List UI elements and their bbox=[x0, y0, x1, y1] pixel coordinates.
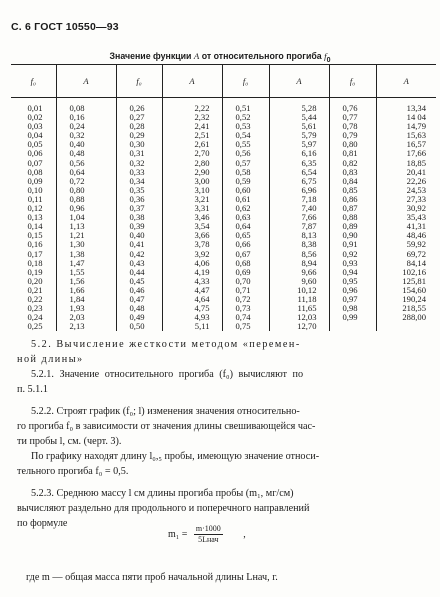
table-cell: 4,75 bbox=[162, 304, 222, 313]
table-cell: 5,28 bbox=[269, 104, 329, 113]
table-cell: 0,83 bbox=[329, 168, 376, 177]
table-cell: 0,80 bbox=[329, 140, 376, 149]
table-cell: 0,33 bbox=[116, 168, 162, 177]
table-cell: 0,03 bbox=[27, 121, 43, 132]
table-cell: 0,84 bbox=[329, 177, 376, 186]
table-cell: 5,11 bbox=[162, 322, 222, 331]
table-cell: 48,46 bbox=[376, 231, 436, 240]
table-cell: 0,60 bbox=[222, 186, 269, 195]
table-cell: 0,35 bbox=[116, 186, 162, 195]
table-cell: 15,63 bbox=[376, 131, 436, 140]
table-cell: 2,03 bbox=[56, 313, 116, 322]
table-cell: 1,84 bbox=[56, 295, 116, 304]
table-cell: 0,36 bbox=[116, 195, 162, 204]
table-cell: 11,65 bbox=[269, 304, 329, 313]
column-header: A bbox=[162, 65, 222, 98]
table-cell: 0,67 bbox=[222, 250, 269, 259]
table-cell: 0,40 bbox=[116, 231, 162, 240]
table-cell: 0,23 bbox=[27, 303, 43, 314]
table-cell: 0,30 bbox=[116, 140, 162, 149]
table-cell: 69,72 bbox=[376, 250, 436, 259]
table-cell: 0,16 bbox=[56, 113, 116, 122]
column-header: f₀ bbox=[116, 65, 162, 98]
table-cell: 0,75 bbox=[222, 322, 269, 331]
table-cell: 0,22 bbox=[27, 293, 43, 304]
table-cell: 0,25 bbox=[27, 321, 43, 332]
table-cell: 10,12 bbox=[269, 286, 329, 295]
table-cell: 0,08 bbox=[56, 104, 116, 113]
table-cell: 6,75 bbox=[269, 177, 329, 186]
table-cell: 0,77 bbox=[329, 113, 376, 122]
table-cell: 1,56 bbox=[56, 277, 116, 286]
table-cell: 0,41 bbox=[116, 240, 162, 249]
table-cell: 5,97 bbox=[269, 140, 329, 149]
table-cell: 1,47 bbox=[56, 259, 116, 268]
table-cell: 1,21 bbox=[56, 231, 116, 240]
table-cell: 2,13 bbox=[56, 322, 116, 331]
table-cell: 3,21 bbox=[162, 195, 222, 204]
section-5-2-heading-cont: ной длины» bbox=[17, 354, 84, 365]
table-cell: 14,79 bbox=[376, 122, 436, 131]
table-cell: 2,61 bbox=[162, 140, 222, 149]
table-cell: 6,35 bbox=[269, 159, 329, 168]
table-cell: 0,70 bbox=[222, 277, 269, 286]
table-cell: 30,92 bbox=[376, 204, 436, 213]
table-cell: 0,26 bbox=[116, 104, 162, 113]
caption-symbol-a: A bbox=[193, 51, 200, 61]
table-cell: 0,56 bbox=[222, 149, 269, 158]
table-cell: 0,71 bbox=[222, 286, 269, 295]
table-cell: 0,38 bbox=[116, 213, 162, 222]
column-header: f₀ bbox=[329, 65, 376, 98]
table-cell: 2,70 bbox=[162, 149, 222, 158]
table-cell: 0,86 bbox=[329, 195, 376, 204]
formula bbox=[168, 524, 246, 545]
table-cell: 0,17 bbox=[27, 248, 43, 259]
table-cell: 0,66 bbox=[222, 240, 269, 249]
table-cell: 0,08 bbox=[27, 166, 43, 177]
table-cell: 2,32 bbox=[162, 113, 222, 122]
table-cell: 0,18 bbox=[27, 257, 43, 268]
table-cell: 0,98 bbox=[329, 304, 376, 313]
table-cell: 0,52 bbox=[222, 113, 269, 122]
table-cell: 0,57 bbox=[222, 159, 269, 168]
table-cell: 0,04 bbox=[27, 130, 43, 141]
table-cell: 0,37 bbox=[116, 204, 162, 213]
table-cell: 0,12 bbox=[27, 203, 43, 214]
table-cell: 5,44 bbox=[269, 113, 329, 122]
table-cell: 0,92 bbox=[329, 250, 376, 259]
table-cell: 35,43 bbox=[376, 213, 436, 222]
table-cell: 9,66 bbox=[269, 268, 329, 277]
table-cell: 0,90 bbox=[329, 231, 376, 240]
table-cell bbox=[376, 322, 436, 331]
table-cell: 0,96 bbox=[329, 286, 376, 295]
table-cell: 0,72 bbox=[222, 295, 269, 304]
table-cell: 6,54 bbox=[269, 168, 329, 177]
table-cell: 1,55 bbox=[56, 268, 116, 277]
table-cell: 288,00 bbox=[376, 313, 436, 322]
table-cell: 2,80 bbox=[162, 159, 222, 168]
paragraph-5-2-3-line3: по формуле bbox=[17, 518, 68, 529]
table-cell: 3,92 bbox=[162, 250, 222, 259]
table-cell: 7,87 bbox=[269, 222, 329, 231]
table-cell: 0,50 bbox=[116, 322, 162, 331]
table-cell: 6,16 bbox=[269, 149, 329, 158]
table-cell: 0,82 bbox=[329, 159, 376, 168]
table-cell: 0,27 bbox=[116, 113, 162, 122]
table-cell: 0,59 bbox=[222, 177, 269, 186]
formula-numerator: m·1000 bbox=[195, 524, 221, 533]
table-cell: 218,55 bbox=[376, 304, 436, 313]
table-cell: 24,53 bbox=[376, 186, 436, 195]
table-cell: 0,69 bbox=[222, 268, 269, 277]
table-cell: 59,92 bbox=[376, 240, 436, 249]
table-cell: 9,60 bbox=[269, 277, 329, 286]
table-cell: 0,61 bbox=[222, 195, 269, 204]
column-header: A bbox=[56, 65, 116, 98]
table-cell: 154,60 bbox=[376, 286, 436, 295]
table-cell: 125,81 bbox=[376, 277, 436, 286]
table-cell: 16,57 bbox=[376, 140, 436, 149]
table-cell: 0,97 bbox=[329, 295, 376, 304]
table-cell: 0,72 bbox=[56, 177, 116, 186]
paragraph-5-2-1: 5.2.1. Значение относительного прогиба (f₀) вычисляют по bbox=[31, 369, 304, 380]
table-cell: 0,49 bbox=[116, 313, 162, 322]
table-cell: 0,32 bbox=[56, 131, 116, 140]
table-cell: 0,13 bbox=[27, 212, 43, 223]
table-cell: 0,10 bbox=[27, 184, 43, 195]
table-cell: 0,24 bbox=[56, 122, 116, 131]
table-cell: 3,78 bbox=[162, 240, 222, 249]
table-cell: 0,29 bbox=[116, 131, 162, 140]
table-cell: 84,14 bbox=[376, 259, 436, 268]
table-cell: 0,73 bbox=[222, 304, 269, 313]
table-cell: 20,41 bbox=[376, 168, 436, 177]
table-cell: 5,61 bbox=[269, 122, 329, 131]
values-table bbox=[11, 64, 436, 331]
table-cell: 0,55 bbox=[222, 140, 269, 149]
table-cell: 0,20 bbox=[27, 275, 43, 286]
table-cell: 13,34 bbox=[376, 104, 436, 113]
table-cell: 0,76 bbox=[329, 104, 376, 113]
paragraph-5-2-2: 5.2.2. Строят график (f₀; l) изменения значения относительно- bbox=[31, 406, 300, 417]
table-cell: 0,99 bbox=[329, 313, 376, 322]
table-cell: 0,42 bbox=[116, 250, 162, 259]
table-cell: 102,16 bbox=[376, 268, 436, 277]
table-cell: 4,19 bbox=[162, 268, 222, 277]
where-clause: где m — общая масса пяти проб начальной длины Lнач, г. bbox=[26, 572, 278, 583]
formula-denominator: 5Lнач bbox=[198, 535, 219, 544]
table-cell: 2,22 bbox=[162, 104, 222, 113]
table-cell: 0,96 bbox=[56, 204, 116, 213]
table-cell: 1,30 bbox=[56, 240, 116, 249]
table-cell: 0,01 bbox=[27, 103, 43, 113]
table-cell: 0,44 bbox=[116, 268, 162, 277]
formula-lhs: m₁ = bbox=[168, 528, 188, 540]
table-cell: 1,13 bbox=[56, 222, 116, 231]
table-cell: 3,10 bbox=[162, 186, 222, 195]
table-cell: 0,40 bbox=[56, 140, 116, 149]
table-cell: 0,81 bbox=[329, 149, 376, 158]
table-cell: 0,07 bbox=[27, 157, 43, 168]
formula-fraction bbox=[194, 524, 223, 545]
table-cell: 3,46 bbox=[162, 213, 222, 222]
paragraph-5-2-2-line3: ти пробы l, см. (черт. 3). bbox=[17, 436, 122, 447]
table-cell: 0,64 bbox=[222, 222, 269, 231]
table-cell: 0,09 bbox=[27, 175, 43, 186]
table-cell: 2,41 bbox=[162, 122, 222, 131]
table-cell: 0,54 bbox=[222, 131, 269, 140]
paragraph-5-2-3: 5.2.3. Среднюю массу l см длины прогиба пробы (m₁, мг/см) bbox=[31, 488, 294, 499]
table-caption bbox=[0, 51, 440, 64]
table-cell: 11,18 bbox=[269, 295, 329, 304]
table-cell: 0,43 bbox=[116, 259, 162, 268]
table-cell: 41,31 bbox=[376, 222, 436, 231]
table-cell: 0,51 bbox=[222, 104, 269, 113]
table-cell: 0,21 bbox=[27, 284, 43, 295]
paragraph-graph-cont: тельного прогиба f₀ = 0,5. bbox=[17, 466, 129, 477]
table-cell: 4,06 bbox=[162, 259, 222, 268]
caption-text-pre: Значение функции bbox=[109, 51, 194, 61]
table-cell: 7,18 bbox=[269, 195, 329, 204]
table-cell: 4,33 bbox=[162, 277, 222, 286]
table-cell: 4,93 bbox=[162, 313, 222, 322]
table-cell: 0,68 bbox=[222, 259, 269, 268]
table-cell: 14 04 bbox=[376, 113, 436, 122]
caption-symbol-f: f bbox=[324, 51, 327, 61]
table-cell: 5,79 bbox=[269, 131, 329, 140]
table-cell: 2,90 bbox=[162, 168, 222, 177]
table-cell: 0,64 bbox=[56, 168, 116, 177]
table-cell: 8,94 bbox=[269, 259, 329, 268]
column-header: f₀ bbox=[11, 65, 56, 98]
table-cell: 6,96 bbox=[269, 186, 329, 195]
table-cell: 0,06 bbox=[27, 148, 43, 159]
table-cell: 0,34 bbox=[116, 177, 162, 186]
paragraph-graph: По графику находят длину l₀,₅ пробы, имеющую значение относи- bbox=[31, 451, 320, 462]
table-cell: 0,89 bbox=[329, 222, 376, 231]
table-cell: 1,04 bbox=[56, 213, 116, 222]
table-cell: 3,66 bbox=[162, 231, 222, 240]
table-body bbox=[11, 98, 436, 332]
table-cell: 0,15 bbox=[27, 230, 43, 241]
table-cell: 0,48 bbox=[116, 304, 162, 313]
table-cell: 0,45 bbox=[116, 277, 162, 286]
table-cell: 0,32 bbox=[116, 159, 162, 168]
table-row bbox=[11, 322, 436, 331]
table-cell: 1,93 bbox=[56, 304, 116, 313]
table-cell: 0,05 bbox=[27, 139, 43, 150]
table-cell: 1,66 bbox=[56, 286, 116, 295]
table-cell: 0,74 bbox=[222, 313, 269, 322]
table-cell: 0,79 bbox=[329, 131, 376, 140]
table-cell: 0,11 bbox=[27, 193, 43, 204]
table-cell: 0,88 bbox=[56, 195, 116, 204]
table-cell: 18,85 bbox=[376, 159, 436, 168]
table-cell: 17,66 bbox=[376, 149, 436, 158]
table-cell: 0,65 bbox=[222, 231, 269, 240]
table-cell: 0,02 bbox=[27, 112, 43, 123]
paragraph-5-2-1-cont: п. 5.1.1 bbox=[17, 384, 48, 395]
table-cell: 0,58 bbox=[222, 168, 269, 177]
table-cell: 22,26 bbox=[376, 177, 436, 186]
table-cell: 3,54 bbox=[162, 222, 222, 231]
table-cell: 12,03 bbox=[269, 313, 329, 322]
paragraph-5-2-3-line2: вычисляют раздельно для продольного и поперечного направлений bbox=[17, 503, 310, 514]
table-cell: 0,31 bbox=[116, 149, 162, 158]
column-header: f₀ bbox=[222, 65, 269, 98]
table-cell: 0,93 bbox=[329, 259, 376, 268]
table-cell: 8,13 bbox=[269, 231, 329, 240]
table-cell: 0,62 bbox=[222, 204, 269, 213]
caption-text-post: от относительного прогиба bbox=[199, 51, 325, 61]
table-cell: 0,63 bbox=[222, 213, 269, 222]
table-cell: 0,53 bbox=[222, 122, 269, 131]
table-cell: 0,46 bbox=[116, 286, 162, 295]
table-cell: 8,56 bbox=[269, 250, 329, 259]
table-cell: 0,87 bbox=[329, 204, 376, 213]
table-cell: 0,48 bbox=[56, 149, 116, 158]
table-cell: 3,31 bbox=[162, 204, 222, 213]
table-cell: 4,47 bbox=[162, 286, 222, 295]
formula-tail: , bbox=[243, 528, 246, 540]
table-cell: 0,19 bbox=[27, 266, 43, 277]
table-cell: 0,56 bbox=[56, 159, 116, 168]
table-cell: 7,40 bbox=[269, 204, 329, 213]
table-cell: 0,28 bbox=[116, 122, 162, 131]
table-cell: 0,95 bbox=[329, 277, 376, 286]
table-cell: 0,14 bbox=[27, 221, 43, 232]
table-cell: 0,24 bbox=[27, 312, 43, 323]
column-header: A bbox=[269, 65, 329, 98]
table-header-row bbox=[11, 65, 436, 98]
table-cell: 4,64 bbox=[162, 295, 222, 304]
table-cell: 0,88 bbox=[329, 213, 376, 222]
caption-symbol-sub: 0 bbox=[326, 56, 331, 64]
table-cell: 0,80 bbox=[56, 186, 116, 195]
table-cell: 0,94 bbox=[329, 268, 376, 277]
table-cell: 0,47 bbox=[116, 295, 162, 304]
table-cell: 0,85 bbox=[329, 186, 376, 195]
page-header: С. 6 ГОСТ 10550—93 bbox=[11, 21, 119, 33]
table-cell: 2,51 bbox=[162, 131, 222, 140]
table-cell: 12,70 bbox=[269, 322, 329, 331]
table-cell: 3,00 bbox=[162, 177, 222, 186]
column-header: A bbox=[376, 65, 436, 98]
section-5-2-heading: 5.2. Вычисление жесткости методом «перемен- bbox=[31, 339, 301, 350]
table-cell: 0,91 bbox=[329, 240, 376, 249]
table-cell: 190,24 bbox=[376, 295, 436, 304]
table-cell: 1,38 bbox=[56, 250, 116, 259]
table-cell: 8,38 bbox=[269, 240, 329, 249]
paragraph-5-2-2-line2: го прогиба f₀ в зависимости от значения длины свешивающейся час- bbox=[17, 421, 316, 432]
table-cell: 0,39 bbox=[116, 222, 162, 231]
table-cell: 0,78 bbox=[329, 122, 376, 131]
table-cell: 0,16 bbox=[27, 239, 43, 250]
table-cell: 7,66 bbox=[269, 213, 329, 222]
table-cell bbox=[329, 322, 376, 331]
table-cell: 27,33 bbox=[376, 195, 436, 204]
